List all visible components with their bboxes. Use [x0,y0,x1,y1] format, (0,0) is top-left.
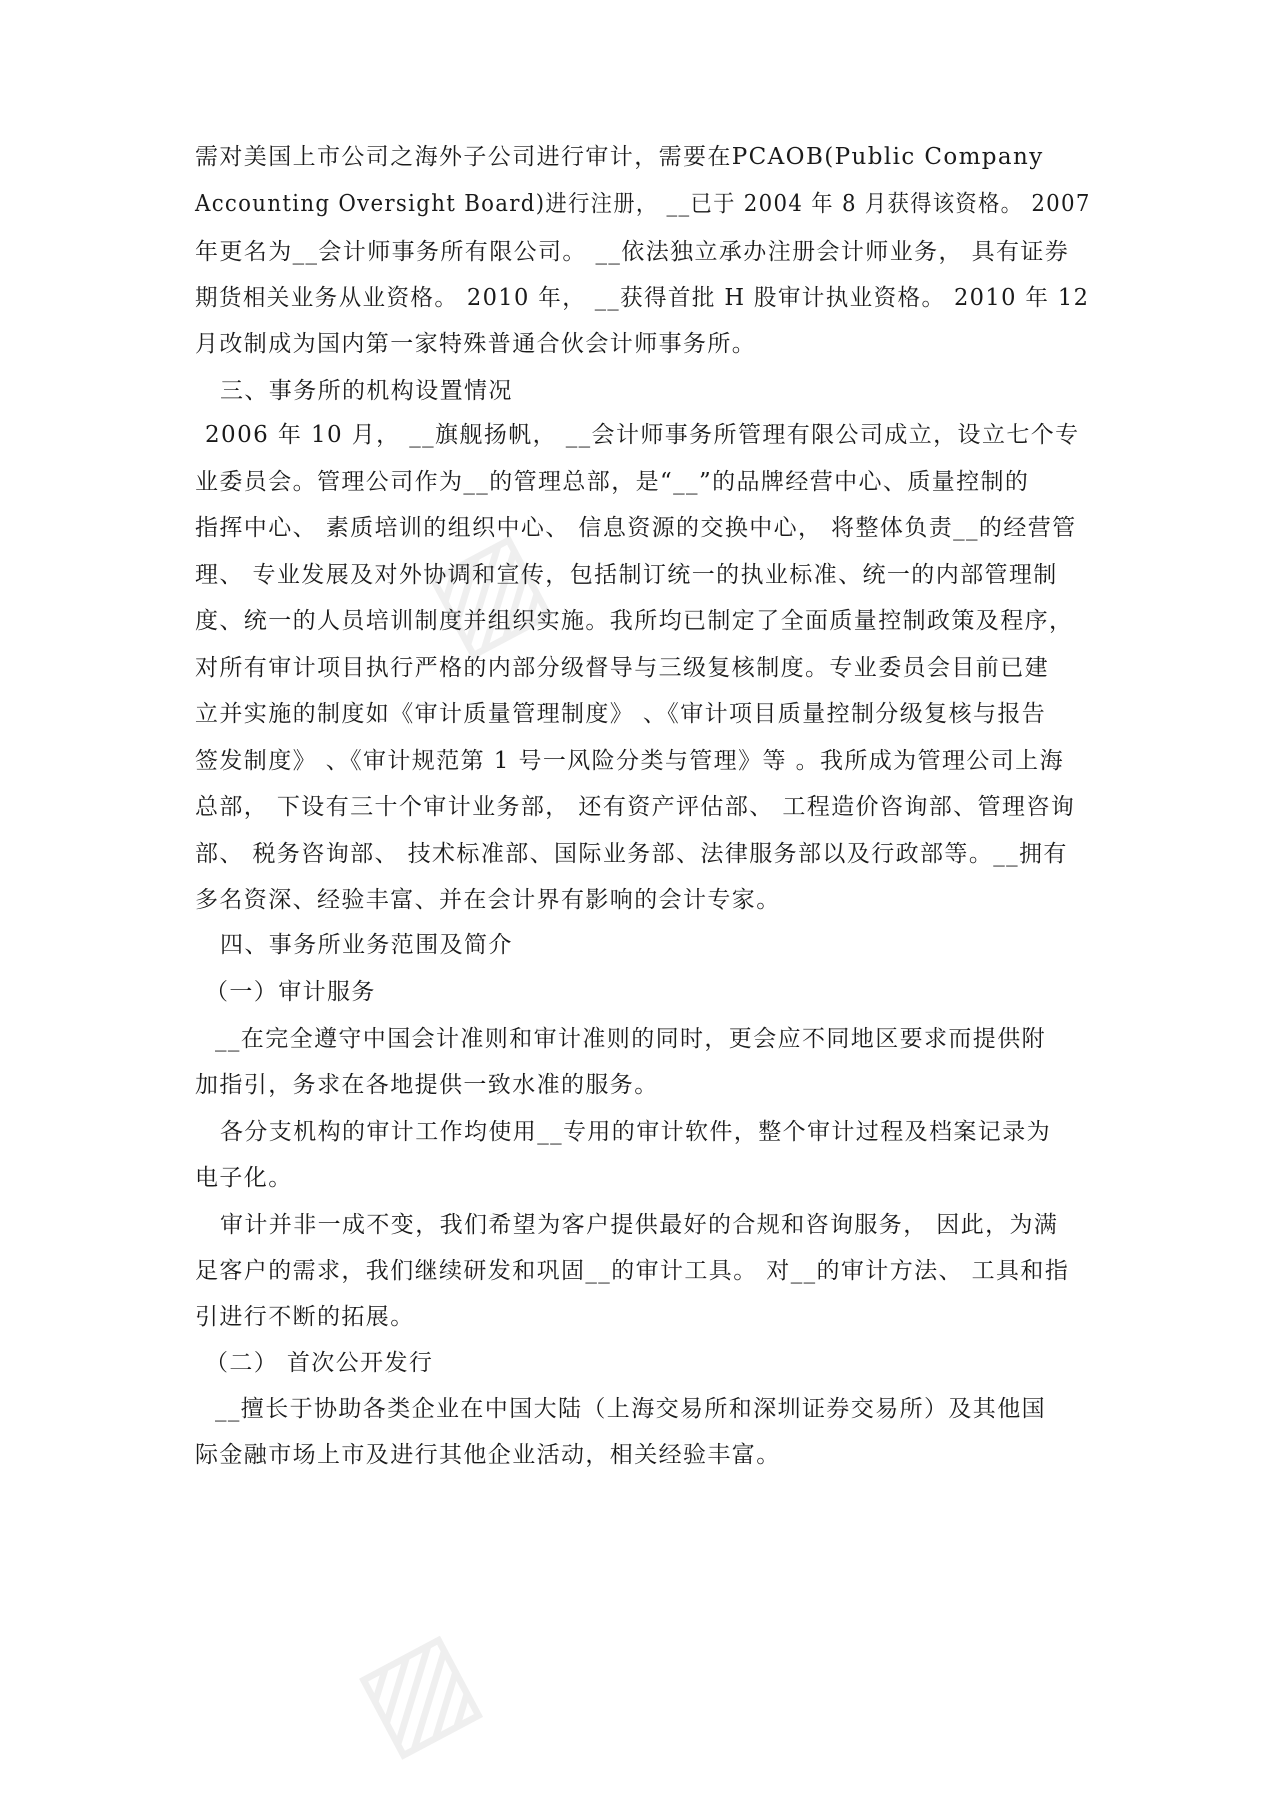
paragraph-line: 对所有审计项目执行严格的内部分级督导与三级复核制度。专业委员会目前已建 [195,655,1049,681]
paragraph-line: 业委员会。管理公司作为__的管理总部，是“__”的品牌经营中心、质量控制的 [195,469,1030,495]
paragraph-line: Accounting Oversight Board)进行注册， __已于 2004 年 8 月获得该资格。 2007 [195,191,1091,217]
paragraph-line: 签发制度》 、《审计规范第 1 号一风险分类与管理》等 。我所成为管理公司上海 [195,748,1064,774]
paragraph-line: 度、统一的人员培训制度并组织实施。我所均已制定了全面质量控制政策及程序， [195,608,1074,634]
section-heading: 四、事务所业务范围及简介 [220,932,513,958]
paragraph-line: 部、 税务咨询部、 技术标准部、国际业务部、法律服务部以及行政部等。__拥有 [195,841,1068,867]
subsection-heading: （二） 首次公开发行 [205,1350,434,1376]
paragraph-line: 审计并非一成不变，我们希望为客户提供最好的合规和咨询服务， 因此，为满 [220,1212,1059,1238]
paragraph-line: 总部， 下设有三十个审计业务部， 还有资产评估部、 工程造价咨询部、管理咨询 [195,794,1076,820]
paragraph-line: 年更名为__会计师事务所有限公司。 __依法独立承办注册会计师业务， 具有证券 [195,239,1070,265]
paragraph-line: 月改制成为国内第一家特殊普通合伙会计师事务所。 [195,331,757,357]
paragraph-line: 立并实施的制度如《审计质量管理制度》 、《审计项目质量控制分级复核与报告 [195,701,1047,727]
paragraph-line: 期货相关业务从业资格。 2010 年， __获得首批 H 股审计执业资格。 2010 年 12 [195,285,1090,311]
paragraph-line: 引进行不断的拓展。 [195,1304,415,1330]
paragraph-line: 2006 年 10 月， __旗舰扬帆， __会计师事务所管理有限公司成立，设立七个专 [205,422,1080,448]
watermark: ▨ [334,1601,500,1778]
subsection-heading: （一）审计服务 [205,979,376,1005]
paragraph-line: __擅长于协助各类企业在中国大陆（上海交易所和深圳证券交易所）及其他国 [215,1396,1046,1422]
paragraph-line: 足客户的需求，我们继续研发和巩固__的审计工具。 对__的审计方法、 工具和指 [195,1258,1070,1284]
paragraph-line: __在完全遵守中国会计准则和审计准则的同时，更会应不同地区要求而提供附 [215,1026,1046,1052]
paragraph-line: 指挥中心、 素质培训的组织中心、 信息资源的交换中心， 将整体负责__的经营管 [195,515,1077,541]
paragraph-line: 需对美国上市公司之海外子公司进行审计，需要在PCAOB(Public Company [195,144,1044,170]
paragraph-line: 电子化。 [195,1165,293,1191]
section-heading: 三、事务所的机构设置情况 [220,378,513,404]
paragraph-line: 理、 专业发展及对外协调和宣传，包括制订统一的执业标准、统一的内部管理制 [195,562,1058,588]
paragraph-line: 际金融市场上市及进行其他企业活动，相关经验丰富。 [195,1442,781,1468]
paragraph-line: 加指引，务求在各地提供一致水准的服务。 [195,1072,659,1098]
paragraph-line: 各分支机构的审计工作均使用__专用的审计软件，整个审计过程及档案记录为 [220,1119,1051,1145]
paragraph-line: 多名资深、经验丰富、并在会计界有影响的会计专家。 [195,887,781,913]
watermark: ▨ [404,501,570,678]
